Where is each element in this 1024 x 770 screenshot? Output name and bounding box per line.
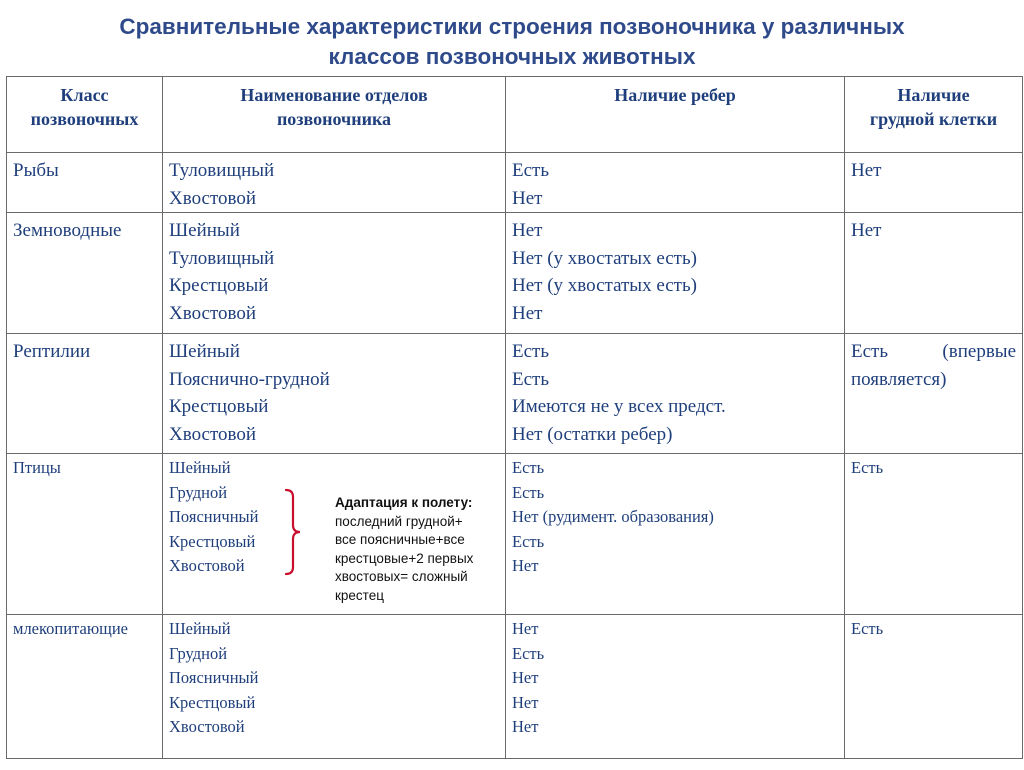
header-row [7,77,1023,153]
title-line-2: классов позвоночных животных [328,44,696,69]
cell-chest: Нет [845,153,1023,213]
curly-bracket-path [286,490,300,574]
header-class: Класс позвоночных [7,77,163,153]
note-line: последний грудной+ [335,513,463,529]
cell-chest: Есть (впервые появляется) [845,334,1023,454]
cell-ribs: Нет Есть Нет Нет Нет [506,615,845,759]
cell-chest: Нет [845,213,1023,334]
cell-sections: Туловищный Хвостовой [163,153,506,213]
cell-ribs: Нет Нет (у хвостатых есть) Нет (у хвостатых есть) Нет [506,213,845,334]
cell-sections: Шейный Грудной Поясничный Крестцовый Хвостовой [163,454,506,615]
cell-class: Рыбы [7,153,163,213]
table-row [7,213,1023,334]
vertebrae-comparison-table [6,76,1023,759]
header-ribs: Наличие ребер [506,77,845,153]
cell-class: Рептилии [7,334,163,454]
cell-sections: Шейный Туловищный Крестцовый Хвостовой [163,213,506,334]
table-row [7,615,1023,759]
flight-adaptation-note [335,494,505,605]
note-line: крестец [335,587,384,603]
cell-class: Птицы [7,454,163,615]
cell-ribs: Есть Есть Нет (рудимент. образования) Есть Нет [506,454,845,615]
cell-class: млекопитающие [7,615,163,759]
note-line: крестцовые+2 первых [335,550,474,566]
page-title [0,12,1024,72]
cell-ribs: Есть Есть Имеются не у всех предст. Нет (остатки ребер) [506,334,845,454]
cell-sections: Шейный Пояснично-грудной Крестцовый Хвостовой [163,334,506,454]
table-row [7,153,1023,213]
curly-bracket-icon [284,488,302,576]
note-line: все поясничные+все [335,532,465,547]
cell-ribs: Есть Нет [506,153,845,213]
cell-chest: Есть [845,454,1023,615]
cell-chest: Есть [845,615,1023,759]
title-line-1: Сравнительные характеристики строения позвоночника у различных [119,14,905,39]
table-row [7,454,1023,615]
cell-sections: Шейный Грудной Поясничный Крестцовый Хвостовой [163,615,506,759]
note-heading: Адаптация к полету: [335,495,473,510]
cell-class: Земноводные [7,213,163,334]
header-chest: Наличие грудной клетки [845,77,1023,153]
header-sections: Наименование отделов позвоночника [163,77,506,153]
table-row [7,334,1023,454]
note-line: хвостовых= сложный [335,569,468,584]
